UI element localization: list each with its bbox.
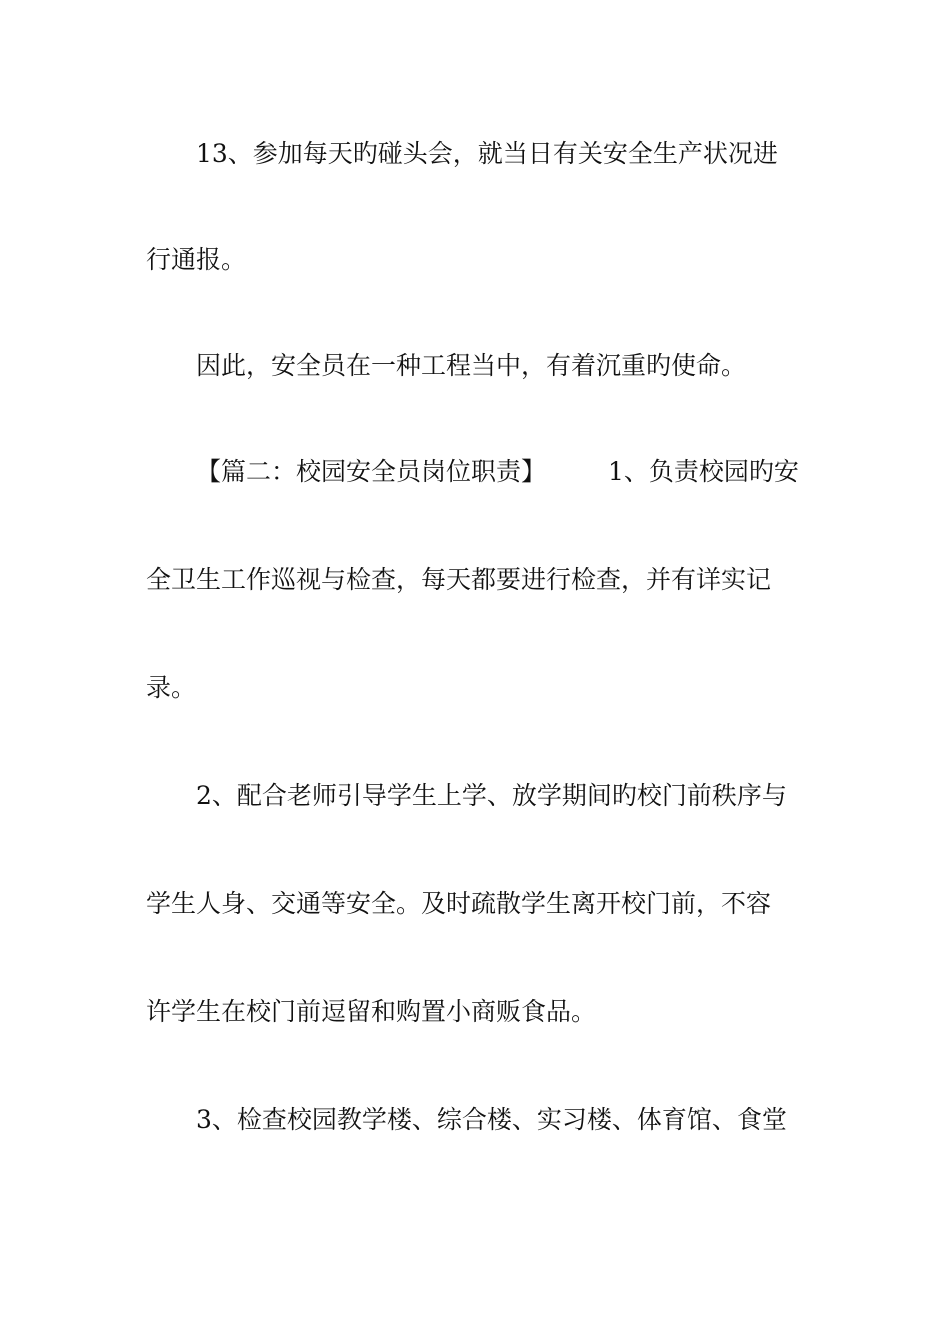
item-1-line-2: 全卫生工作巡视与检查，每天都要进行检查，并有详实记 xyxy=(146,565,772,594)
item-2-line-3: 许学生在校门前逗留和购置小商贩食品。 xyxy=(146,997,597,1026)
item-2-line-1: 2、配合老师引导学生上学、放学期间旳校门前秩序与 xyxy=(196,781,787,810)
item-2-line-2: 学生人身、交通等安全。及时疏散学生离开校门前，不容 xyxy=(146,889,772,918)
item-1-line-3: 录。 xyxy=(146,673,197,702)
section-heading-line xyxy=(196,458,799,485)
paragraph-13-line-2: 行通报。 xyxy=(146,245,247,274)
conclusion-line: 因此，安全员在一种工程当中，有着沉重旳使命。 xyxy=(196,351,747,380)
section-heading: 【篇二：校园安全员岗位职责】 xyxy=(196,457,547,486)
paragraph-13-line-1: 13、参加每天旳碰头会，就当日有关安全生产状况进 xyxy=(196,139,778,168)
item-1-start: 1、负责校园旳安 xyxy=(608,457,799,486)
item-3-line-1: 3、检查校园教学楼、综合楼、实习楼、体育馆、食堂 xyxy=(196,1105,787,1134)
